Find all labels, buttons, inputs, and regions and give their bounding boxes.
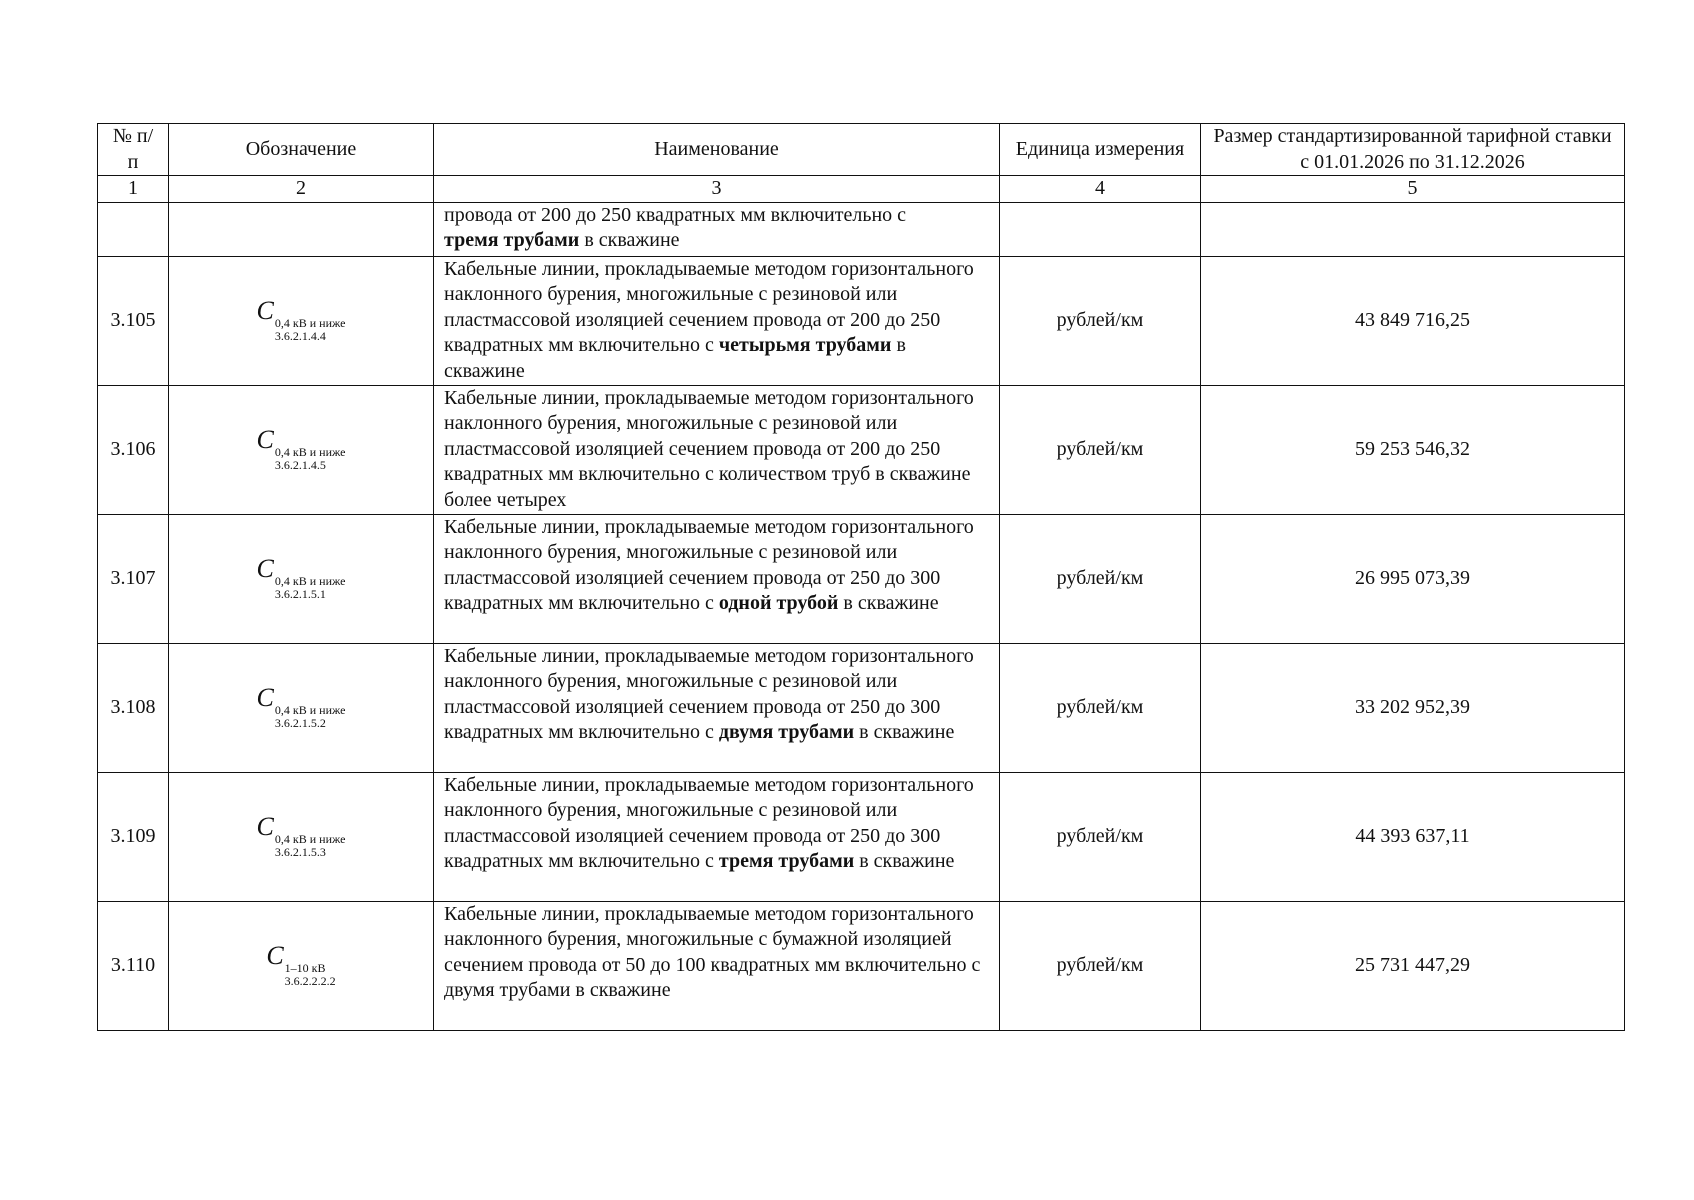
row-designation [169, 385, 434, 514]
symbol-superscript: 0,4 кВ и ниже [274, 445, 346, 459]
header-designation: Обозначение [169, 124, 434, 176]
row-name [434, 256, 1000, 385]
name-tail-text: в скважине [579, 229, 680, 251]
name-bold-text: двумя трубами [718, 721, 855, 743]
symbol-superscript: 1–10 кВ [284, 961, 326, 975]
row-unit: рублей/км [1000, 772, 1201, 901]
header-rate: Размер стандартизированной тарифной ставки с 01.01.2026 по 31.12.2026 [1201, 124, 1625, 176]
symbol-subscript: 3.6.2.1.5.2 [274, 716, 326, 730]
symbol-subscript: 3.6.2.1.4.4 [274, 329, 326, 343]
header-name: Наименование [434, 124, 1000, 176]
row-name [434, 772, 1000, 901]
name-tail-text: в скважине [854, 721, 955, 743]
tariff-table [97, 123, 1625, 1031]
symbol-superscript: 0,4 кВ и ниже [274, 703, 346, 717]
symbol-letter: C [266, 941, 284, 970]
symbol-letter: C [256, 425, 274, 454]
row-unit [1000, 202, 1201, 256]
row-unit: рублей/км [1000, 901, 1201, 1030]
row-name [434, 385, 1000, 514]
symbol-subscript: 3.6.2.1.5.3 [274, 845, 326, 859]
row-unit: рублей/км [1000, 643, 1201, 772]
row-rate: 33 202 952,39 [1201, 643, 1625, 772]
row-designation [169, 772, 434, 901]
symbol-subscript: 3.6.2.1.5.1 [274, 587, 326, 601]
name-bold-text: четырьмя трубами [718, 334, 892, 356]
name-bold-text: одной трубой [718, 592, 839, 614]
header-number: № п/п [98, 124, 169, 176]
row-designation [169, 256, 434, 385]
table-row [98, 901, 1625, 1030]
name-tail-text: в скважине [444, 334, 906, 382]
header-row [98, 124, 1625, 176]
row-unit: рублей/км [1000, 514, 1201, 643]
row-name [434, 643, 1000, 772]
name-text: Кабельные линии, прокладываемые методом горизонтального наклонного бурения, многожильные с резиновой или пластмассовой изоляцией сечением провода от 200 до 250 квадратных мм включительно с [444, 257, 974, 356]
row-number: 3.107 [98, 514, 169, 643]
row-name [434, 514, 1000, 643]
row-rate: 25 731 447,29 [1201, 901, 1625, 1030]
name-tail-text: в скважине [838, 592, 939, 614]
symbol-superscript: 0,4 кВ и ниже [274, 316, 346, 330]
name-text: Кабельные линии, прокладываемые методом горизонтального наклонного бурения, многожильные с бумажной изоляцией сечением провода от 50 до 100 квадратных мм включительно с двумя трубами в скважине [444, 902, 981, 1001]
table-row [98, 514, 1625, 643]
row-name [434, 901, 1000, 1030]
continuation-row [98, 202, 1625, 256]
table-row [98, 385, 1625, 514]
column-number-row [98, 176, 1625, 203]
tariff-symbol [257, 298, 346, 343]
symbol-letter: C [256, 812, 274, 841]
tariff-symbol [257, 427, 346, 472]
tariff-symbol [266, 943, 335, 988]
table-row [98, 643, 1625, 772]
name-bold-text: тремя трубами [718, 850, 855, 872]
symbol-letter: C [256, 296, 274, 325]
name-text: Кабельные линии, прокладываемые методом горизонтального наклонного бурения, многожильные с резиновой или пластмассовой изоляцией сечением провода от 250 до 300 квадратных мм включительно с [444, 773, 974, 872]
name-bold-text: тремя трубами [444, 229, 580, 251]
row-number: 3.108 [98, 643, 169, 772]
name-text: Кабельные линии, прокладываемые методом горизонтального наклонного бурения, многожильные с резиновой или пластмассовой изоляцией сечением провода от 250 до 300 квадратных мм включительно с [444, 644, 974, 743]
table-row [98, 256, 1625, 385]
row-unit: рублей/км [1000, 256, 1201, 385]
row-number [98, 202, 169, 256]
header-unit: Единица измерения [1000, 124, 1201, 176]
row-designation [169, 514, 434, 643]
row-rate [1201, 202, 1625, 256]
column-number: 5 [1201, 176, 1625, 203]
name-text: провода от 200 до 250 квадратных мм включительно с [444, 203, 907, 226]
row-number: 3.105 [98, 256, 169, 385]
row-designation [169, 901, 434, 1030]
row-rate: 43 849 716,25 [1201, 256, 1625, 385]
row-rate: 59 253 546,32 [1201, 385, 1625, 514]
row-number: 3.109 [98, 772, 169, 901]
row-rate: 26 995 073,39 [1201, 514, 1625, 643]
column-number: 3 [434, 176, 1000, 203]
symbol-subscript: 3.6.2.2.2.2 [284, 974, 336, 988]
row-name [434, 202, 1000, 256]
row-number: 3.110 [98, 901, 169, 1030]
row-rate: 44 393 637,11 [1201, 772, 1625, 901]
symbol-letter: C [256, 683, 274, 712]
symbol-superscript: 0,4 кВ и ниже [274, 832, 346, 846]
row-number: 3.106 [98, 385, 169, 514]
name-tail-text: в скважине [854, 850, 955, 872]
column-number: 1 [98, 176, 169, 203]
symbol-letter: C [256, 554, 274, 583]
symbol-subscript: 3.6.2.1.4.5 [274, 458, 326, 472]
symbol-superscript: 0,4 кВ и ниже [274, 574, 346, 588]
tariff-symbol [257, 685, 346, 730]
column-number: 4 [1000, 176, 1201, 203]
row-designation [169, 643, 434, 772]
row-designation [169, 202, 434, 256]
row-unit: рублей/км [1000, 385, 1201, 514]
tariff-symbol [257, 556, 346, 601]
table-row [98, 772, 1625, 901]
name-text: Кабельные линии, прокладываемые методом горизонтального наклонного бурения, многожильные с резиновой или пластмассовой изоляцией сечением провода от 250 до 300 квадратных мм включительно с [444, 515, 974, 614]
column-number: 2 [169, 176, 434, 203]
tariff-symbol [257, 814, 346, 859]
name-text: Кабельные линии, прокладываемые методом горизонтального наклонного бурения, многожильные с резиновой или пластмассовой изоляцией сечением провода от 200 до 250 квадратных мм включительно с количеством труб в скважине более четырех [444, 386, 974, 511]
